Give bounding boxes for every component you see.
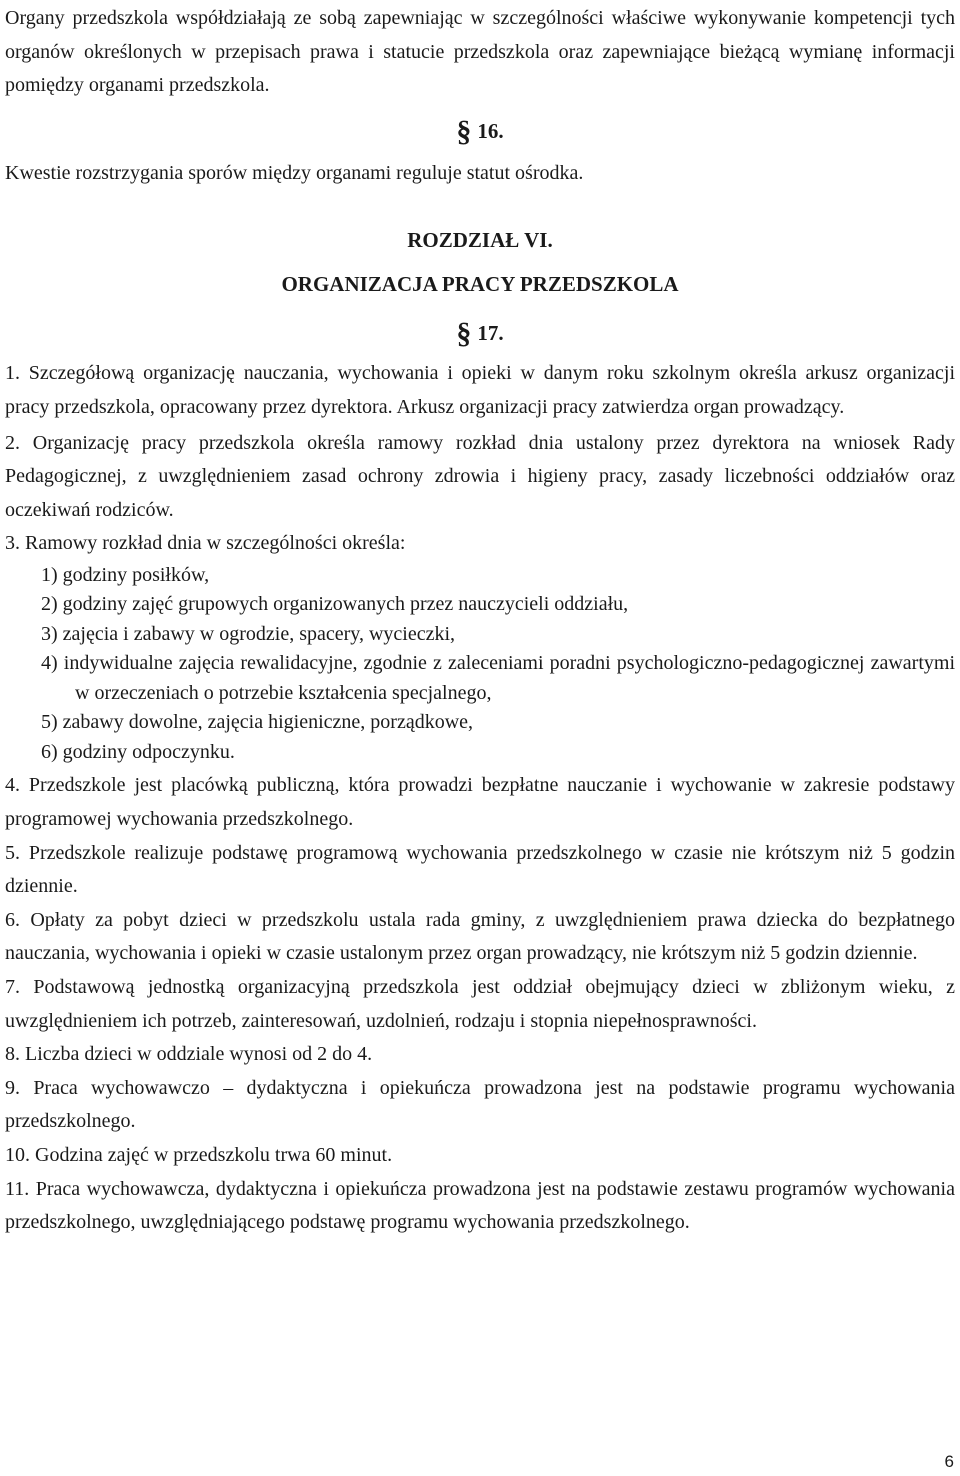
page-number: 6 — [944, 1452, 954, 1471]
list-item: 4) indywidualne zajęcia rewalidacyjne, zgodnie z zaleceniami poradni psychologiczno-pedagogicznej zawartymi w orzeczeniach o potrzebie kształcenia specjalnego, — [41, 652, 955, 704]
list-item: 6) godziny odpoczynku. — [41, 740, 235, 763]
intro-paragraph: Organy przedszkola współdziałają ze sobą zapewniając w szczególności właściwe wykonywanie kompetencji tych organów określonych w przepisach prawa i statucie przedszkola oraz zapewniające bieżącą wymianę informacji pomiędzy organami przedszkola. — [5, 7, 955, 97]
section-number: 17. — [477, 321, 504, 346]
section-16-heading — [5, 115, 955, 149]
paragraph-9: 9. Praca wychowawczo – dydaktyczna i opiekuńcza prowadzona jest na podstawie programu wychowania przedszkolnego. — [5, 1076, 955, 1133]
paragraph-1: 1. Szczegółową organizację nauczania, wychowania i opieki w danym roku szkolnym określa arkusz organizacji pracy przedszkola, opracowany przez dyrektora. Arkusz organizacji pracy zatwierdza organ prowadzący. — [5, 362, 955, 418]
chapter-title: ROZDZIAŁ VI. — [407, 228, 553, 253]
list-item: 1) godziny posiłków, — [41, 563, 210, 586]
section-16-text: Kwestie rozstrzygania sporów między organami reguluje statut ośrodka. — [5, 161, 584, 184]
list-item: 3) zajęcia i zabawy w ogrodzie, spacery, wycieczki, — [41, 622, 456, 645]
chapter-subtitle: ORGANIZACJA PRACY PRZEDSZKOLA — [281, 272, 679, 297]
list-item: 2) godziny zajęć grupowych organizowanych przez nauczycieli oddziału, — [41, 593, 629, 616]
paragraph-6: 6. Opłaty za pobyt dzieci w przedszkolu ustala rada gminy, z uwzględnieniem prawa dziecka do bezpłatnego nauczania, wychowania i opieki w czasie ustalonym przez organ prowadzący, nie krótszym niż 5 godzin dziennie. — [5, 908, 955, 965]
paragraph-5: 5. Przedszkole realizuje podstawę programową wychowania przedszkolnego w czasie nie krótszym niż 5 godzin dziennie. — [5, 841, 955, 898]
section-symbol: § — [456, 317, 472, 351]
paragraph-7: 7. Podstawową jednostką organizacyjną przedszkola jest oddział obejmujący dzieci w zbliżonym wieku, z uwzględnieniem ich potrzeb, zainteresowań, uzdolnień, rodzaju i stopnia niepełnosprawności. — [5, 976, 955, 1032]
paragraph-11: 11. Praca wychowawcza, dydaktyczna i opiekuńcza prowadzona jest na podstawie zestawu programów wychowania przedszkolnego, uwzględniającego podstawę programu wychowania przedszkolnego. — [5, 1177, 955, 1234]
paragraph-3: 3. Ramowy rozkład dnia w szczególności określa: — [5, 532, 406, 555]
paragraph-10: 10. Godzina zajęć w przedszkolu trwa 60 minut. — [5, 1143, 393, 1166]
paragraph-2: 2. Organizację pracy przedszkola określa ramowy rozkład dnia ustalony przez dyrektora na wniosek Rady Pedagogicznej, z uwzględnieniem zasad ochrony zdrowia i higieny pracy, zasady liczebności oddziałów oraz oczekiwań rodziców. — [5, 431, 955, 521]
document-page — [5, 0, 955, 1240]
paragraph-8: 8. Liczba dzieci w oddziale wynosi od 2 do 4. — [5, 1043, 373, 1066]
section-number: 16. — [477, 118, 504, 143]
section-symbol: § — [456, 114, 472, 148]
paragraph-4: 4. Przedszkole jest placówką publiczną, która prowadzi bezpłatne nauczanie i wychowanie w zakresie podstawy programowej wychowania przedszkolnego. — [5, 774, 955, 831]
schedule-list — [5, 561, 955, 768]
section-17-heading — [5, 317, 955, 351]
list-item: 5) zabawy dowolne, zajęcia higieniczne, porządkowe, — [41, 711, 474, 734]
